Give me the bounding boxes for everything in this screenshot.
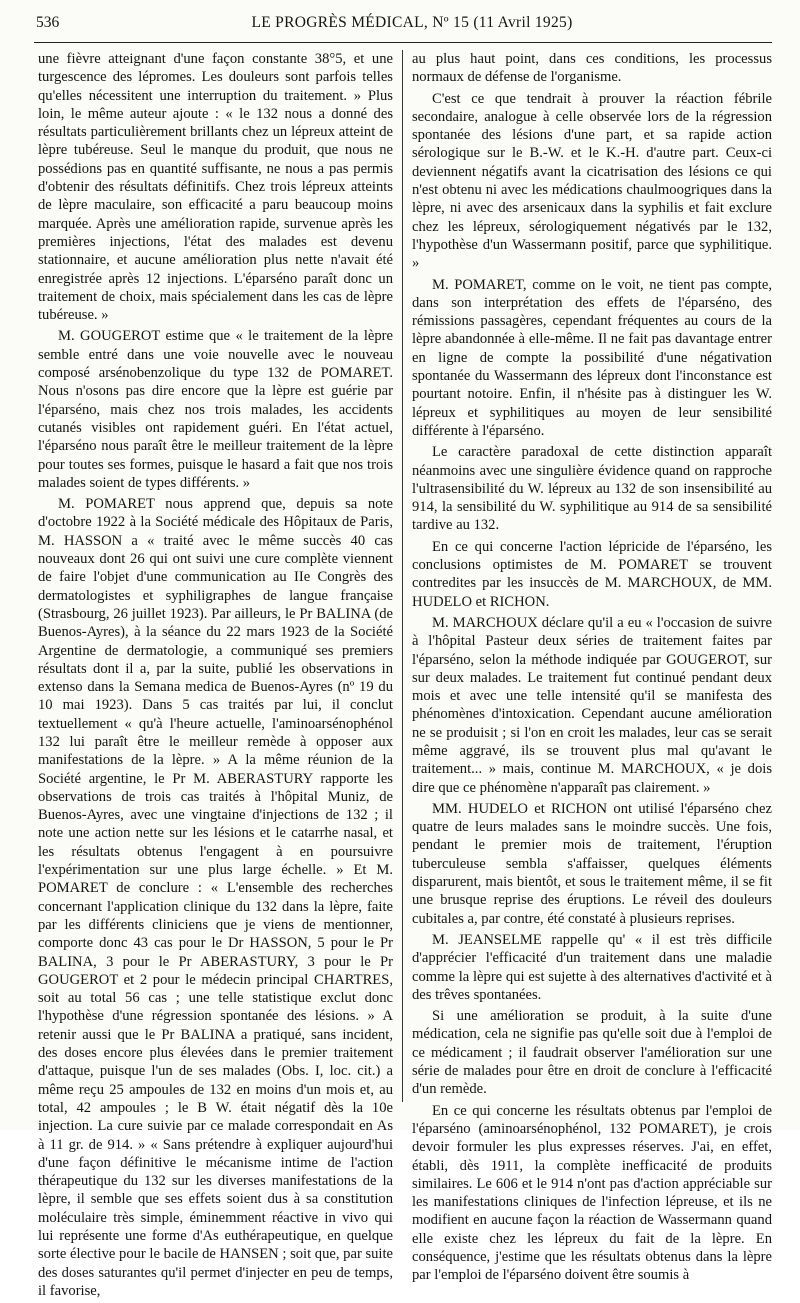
running-title: LE PROGRÈS MÉDICAL, Nº 15 (11 Avril 1925) (251, 14, 573, 31)
left-column (38, 50, 393, 1303)
right-column (412, 50, 772, 1288)
paragraph: une fièvre atteignant d'une façon constante 38°5, et une turgescence des lépromes. Les douleurs sont parfois telles qu'elles nécessitent une interruption du traitement. » Plus loin, le même auteur ajoute : « le 132 nous a donné des résultats particulièrement brillants chez un lépreux atteint de lèpre tubéreuse. Seul le manque du produit, que nous ne possédions pas en quantité suffisante, ne nous a pas permis d'obtenir des résultats définitifs. Chez trois lépreux atteints de lèpre maculaire, son efficacité a paru beaucoup moins marquée. Après une amélioration rapide, survenue après les premières injections, l'état des malades est devenu stationnaire, et aucune amélioration plus nette n'avait été enregistrée après 12 injections. L'éparséno paraît donc un traitement de choix, mais spécialement dans les cas de lèpre tubéreuse. » (38, 51, 393, 324)
paragraph: C'est ce que tendrait à prouver la réaction fébrile secondaire, analogue à celle observée lors de la régression spontanée des lésions d'une part, et sa rapide action sérologique sur le B.-W. et le K.-H. d'autre part. Ceux-ci deviennent négatifs avant la cicatrisation des lésions ce qui n'est obtenu ni avec les médications chaulmoogriques dans la lèpre, ni avec des arsenicaux dans la syphilis et fait exclure chez les lépreux, sérologiquement négativés par le 132, l'hypothèse d'un Wassermann positif, parce que syphilitique. » (412, 90, 772, 272)
page-header (36, 14, 770, 40)
paragraph: Le caractère paradoxal de cette distinction apparaît néanmoins avec une singulière évidence quand on rapproche l'ultrasensibilité du W. lépreux au 132 de son insensibilité au 914, la sensibilité du W. syphilitique au 914 de sa sensibilité tardive au 132. (412, 444, 772, 534)
paragraph: M. POMARET, comme on le voit, ne tient pas compte, dans son interprétation des effets de l'éparséno, des rémissions passagères, cependant fréquentes au cours de la lèpre abandonnée à elle-même. Il ne fait pas davantage entrer en ligne de compte la possibilité d'une négativation spontanée du Wassermann des lépreux dont l'inconstance est pourtant notoire. Enfin, il n'hésite pas à distinguer les W. lépreux et syphilitiques au moyen de leur sensibilité différente à l'éparséno. (412, 276, 772, 439)
header-rule (34, 42, 772, 43)
paragraph: Si une amélioration se produit, à la suite d'une médication, cela ne signifie pas qu'elle soit due à l'emploi de ce médicament ; il faudrait observer l'amélioration sur une série de malades pour être en droit de conclure à l'efficacité d'un remède. (412, 1008, 772, 1098)
page-number: 536 (36, 14, 60, 31)
column-divider (402, 50, 403, 1102)
paragraph: En ce qui concerne l'action lépricide de l'éparséno, les conclusions optimistes de M. POMARET se trouvent contredites par les insuccès de M. MARCHOUX, de MM. HUDELO et RICHON. (412, 538, 772, 610)
paragraph: M. JEANSELME rappelle qu' « il est très difficile d'apprécier l'efficacité d'un traitement dans une maladie comme la lèpre qui est sujette à des alternatives d'activité et à des trêves spontanées. (412, 931, 772, 1003)
paragraph: au plus haut point, dans ces conditions, les processus normaux de défense de l'organisme. (412, 51, 772, 86)
paragraph: MM. HUDELO et RICHON ont utilisé l'éparséno chez quatre de leurs malades sans le moindre succès. Une fois, pendant le premier mois de traitement, l'éruption tuberculeuse sembla s'affaisser, quelques éléments disparurent, mais bientôt, et sous le traitement même, il se fit une brusque reprise des éruptions. Le réveil des douleurs cubitales a, par contre, été constaté à plusieurs reprises. (412, 800, 772, 927)
paragraph: M. MARCHOUX déclare qu'il a eu « l'occasion de suivre à l'hôpital Pasteur deux séries de traitement faites par l'éparséno, selon la méthode indiquée par GOUGEROT, sur sur deux malades. Le traitement fut continué pendant deux mois et avec une telle intensité qu'il se manifesta des phénomènes d'intoxication. Cependant aucune amélioration ne se produisit ; si l'on en croit les malades, leur cas se serait même aggravé, ils se trouvent plus mal qu'avant le traitement... » mais, continue M. MARCHOUX, « je dois dire que ce phénomène n'apparaît pas clairement. » (412, 614, 772, 796)
paragraph: En ce qui concerne les résultats obtenus par l'emploi de l'éparséno (aminoarsénophénol, 132 POMARET), je crois devoir formuler les plus expresses réserves. J'ai, en effet, établi, dès 1911, la complète inefficacité de produits similaires. Le 606 et le 914 n'ont pas d'action appréciable sur les manifestations cliniques de l'infection lépreuse, et ils ne modifient en aucune façon la réaction de Wassermann quand elle existe chez les lépreux du fait de la lèpre. En conséquence, j'estime que les résultats obtenus dans la lèpre par l'emploi de l'éparséno doivent être soumis à (412, 1102, 772, 1284)
paragraph: M. GOUGEROT estime que « le traitement de la lèpre semble entré dans une voie nouvelle avec le nouveau composé arsénobenzolique du type 132 de POMARET. Nous n'osons pas dire encore que la lèpre est guérie par l'éparséno, mais chez nos trois malades, les accidents cutanés visibles ont rapidement guéri. En l'état actuel, l'éparséno nous paraît être le meilleur traitement de la lèpre pour toutes ses formes, puisque le hasard a fait que nos trois malades soient de types différents. » (38, 328, 393, 491)
paragraph: M. POMARET nous apprend que, depuis sa note d'octobre 1922 à la Société médicale des Hôpitaux de Paris, M. HASSON a « traité avec le même succès 40 cas nouveaux dont 26 qui ont suivi une cure complète viennent de faire l'objet d'une communication au IIe Congrès des dermatologistes et syphiligraphes de langue française (Strasbourg, 26 juillet 1923). Par ailleurs, le Pr BALINA (de Buenos-Ayres), à la séance du 22 mars 1923 de la Société Argentine de dermatologie, a communiqué ses premiers résultats dont il a, par la suite, publié les observations in extenso dans la Semana medica de Buenos-Ayres (nº 19 du 10 mai 1923). Dans 5 cas traités par lui, il conclut textuellement « qu'à l'heure actuelle, l'aminoarsénophénol 132 lui paraît être le meilleur remède à opposer aux manifestations de la lèpre. » A la même réunion de la Société argentine, le Pr M. ABERASTURY rapporte les observations de trois cas traités à l'hôpital Muniz, de Buenos-Ayres, avec une vingtaine d'injections de 132 ; il note une action nette sur les lésions et le catarrhe nasal, et les résultats obtenus l'engagent à en poursuivre l'expérimentation sur une plus large échelle. » Et M. POMARET de conclure : « L'ensemble des recherches concernant l'application clinique du 132 dans la lèpre, faite par les différents cliniciens que je viens de mentionner, comporte donc 43 cas pour le Dr HASSON, 5 pour le Pr BALINA, 3 pour le Pr ABERASTURY, 3 pour le Pr GOUGEROT et 2 pour le médecin principal CHARTRES, soit au total 56 cas ; une telle statistique exclut donc l'hypothèse d'une régression spontanée des lésions. » A retenir aussi que le Pr BALINA a pratiqué, sans incident, des doses encore plus élevées dans le premier traitement d'attaque, puisque l'un de ses malades (Obs. I, loc. cit.) a même reçu 25 ampoules de 132 en moins d'un mois et, au total, 42 ampoules ; le B W. était négatif dès la 10e injection. La cure suivie par ce malade correspondait en As à 11 gr. de 914. » « Sans prétendre à expliquer aujourd'hui d'une façon définitive le mécanisme intime de l'action thérapeutique du 132 sur les diverses manifestations de la lèpre, il semble que ses effets soient dus à sa constitution moléculaire très simple, éminemment réactive in vivo qui lui représente une forme d'As euthérapeutique, en quelque sorte élective pour le bacile de HANSEN ; soit que, par suite des doses saturantes qu'il permet d'injecter en peu de temps, il favorise, (38, 496, 394, 1299)
